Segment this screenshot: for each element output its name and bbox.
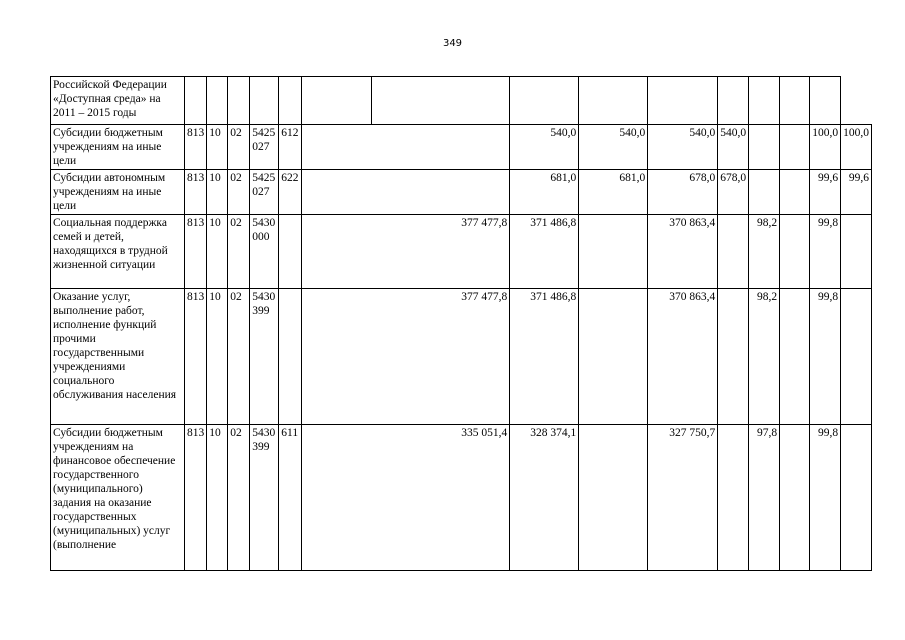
code-cell: 5430 399: [250, 289, 279, 425]
value-cell: 540,0: [579, 125, 648, 170]
value-cell: [780, 289, 810, 425]
code-cell: 10: [207, 215, 228, 289]
value-cell: 100,0: [841, 125, 872, 170]
table-cell: [372, 77, 510, 125]
value-cell: 98,2: [749, 215, 780, 289]
code-cell: 813: [185, 425, 207, 571]
code-cell: 10: [207, 289, 228, 425]
value-cell: [718, 289, 749, 425]
value-cell: [718, 215, 749, 289]
code-cell: 02: [228, 170, 250, 215]
code-cell: [279, 215, 302, 289]
value-cell: [579, 425, 648, 571]
code-cell: 813: [185, 289, 207, 425]
value-cell: 540,0: [718, 125, 749, 170]
table-cell: [579, 77, 648, 125]
value-cell: 540,0: [648, 125, 718, 170]
code-cell: 813: [185, 170, 207, 215]
value-cell: 370 863,4: [648, 215, 718, 289]
code-cell: 5430 000: [250, 215, 279, 289]
value-cell: 371 486,8: [510, 215, 579, 289]
table-cell: [718, 77, 749, 125]
value-cell: 371 486,8: [510, 289, 579, 425]
value-cell: [749, 125, 780, 170]
code-cell: 02: [228, 215, 250, 289]
row-name-cell: Субсидии бюджетным учреждениям на финансовое обеспечение государственного (муниципального) задания на оказание государственных (муниципальных) услуг (выполнение: [51, 425, 185, 571]
code-cell: 612: [279, 125, 302, 170]
value-cell: 99,8: [810, 289, 841, 425]
value-cell: 99,8: [810, 215, 841, 289]
value-cell: 540,0: [510, 125, 579, 170]
value-cell: 328 374,1: [510, 425, 579, 571]
row-name-cell: Субсидии автономным учреждениям на иные цели: [51, 170, 185, 215]
value-cell: 377 477,8: [302, 215, 510, 289]
row-name-cell: Социальная поддержка семей и детей, находящихся в трудной жизненной ситуации: [51, 215, 185, 289]
value-cell: [780, 170, 810, 215]
code-cell: 02: [228, 425, 250, 571]
table-cell: [749, 77, 780, 125]
value-cell: [780, 215, 810, 289]
table-row: [51, 125, 872, 170]
row-name-cell: Оказание услуг, выполнение работ, исполнение функций прочими государственными учреждениями социального обслуживания населения: [51, 289, 185, 425]
page-number: 349: [442, 38, 463, 49]
row-name-cell: Российской Федерации «Доступная среда» на 2011 – 2015 годы: [51, 77, 185, 125]
table-row: [51, 170, 872, 215]
table-row: [51, 289, 872, 425]
code-cell: 622: [279, 170, 302, 215]
table-cell: [250, 77, 279, 125]
value-cell: 99,8: [810, 425, 841, 571]
table-body: [51, 77, 872, 571]
code-cell: 813: [185, 215, 207, 289]
value-cell: 97,8: [749, 425, 780, 571]
table-cell: [207, 77, 228, 125]
table-row: [51, 215, 872, 289]
code-cell: 5425 027: [250, 125, 279, 170]
value-cell: [579, 215, 648, 289]
value-cell: 681,0: [510, 170, 579, 215]
value-cell: [579, 289, 648, 425]
value-cell: 678,0: [648, 170, 718, 215]
value-cell: 99,6: [841, 170, 872, 215]
value-cell: 98,2: [749, 289, 780, 425]
code-cell: 611: [279, 425, 302, 571]
table-cell: [510, 77, 579, 125]
value-cell: 335 051,4: [302, 425, 510, 571]
code-cell: 5425 027: [250, 170, 279, 215]
value-cell: 678,0: [718, 170, 749, 215]
code-cell: 813: [185, 125, 207, 170]
value-cell: [749, 170, 780, 215]
table-row: [51, 425, 872, 571]
value-cell: [841, 289, 872, 425]
table-cell: [302, 77, 372, 125]
table-cell: [810, 77, 841, 125]
code-cell: 10: [207, 170, 228, 215]
value-cell: [780, 125, 810, 170]
code-cell: 10: [207, 125, 228, 170]
value-cell: [302, 170, 510, 215]
value-cell: [841, 215, 872, 289]
code-cell: 5430 399: [250, 425, 279, 571]
value-cell: [718, 425, 749, 571]
value-cell: 370 863,4: [648, 289, 718, 425]
value-cell: 377 477,8: [302, 289, 510, 425]
table-cell: [228, 77, 250, 125]
code-cell: 02: [228, 289, 250, 425]
table-row: [51, 77, 872, 125]
table-cell: [185, 77, 207, 125]
row-name-cell: Субсидии бюджетным учреждениям на иные цели: [51, 125, 185, 170]
table-cell: [648, 77, 718, 125]
table-cell: [780, 77, 810, 125]
code-cell: 02: [228, 125, 250, 170]
budget-table: [50, 76, 872, 571]
value-cell: [780, 425, 810, 571]
value-cell: 327 750,7: [648, 425, 718, 571]
value-cell: 99,6: [810, 170, 841, 215]
table-cell: [279, 77, 302, 125]
value-cell: [841, 425, 872, 571]
value-cell: [302, 125, 510, 170]
value-cell: 100,0: [810, 125, 841, 170]
value-cell: 681,0: [579, 170, 648, 215]
code-cell: [279, 289, 302, 425]
code-cell: 10: [207, 425, 228, 571]
